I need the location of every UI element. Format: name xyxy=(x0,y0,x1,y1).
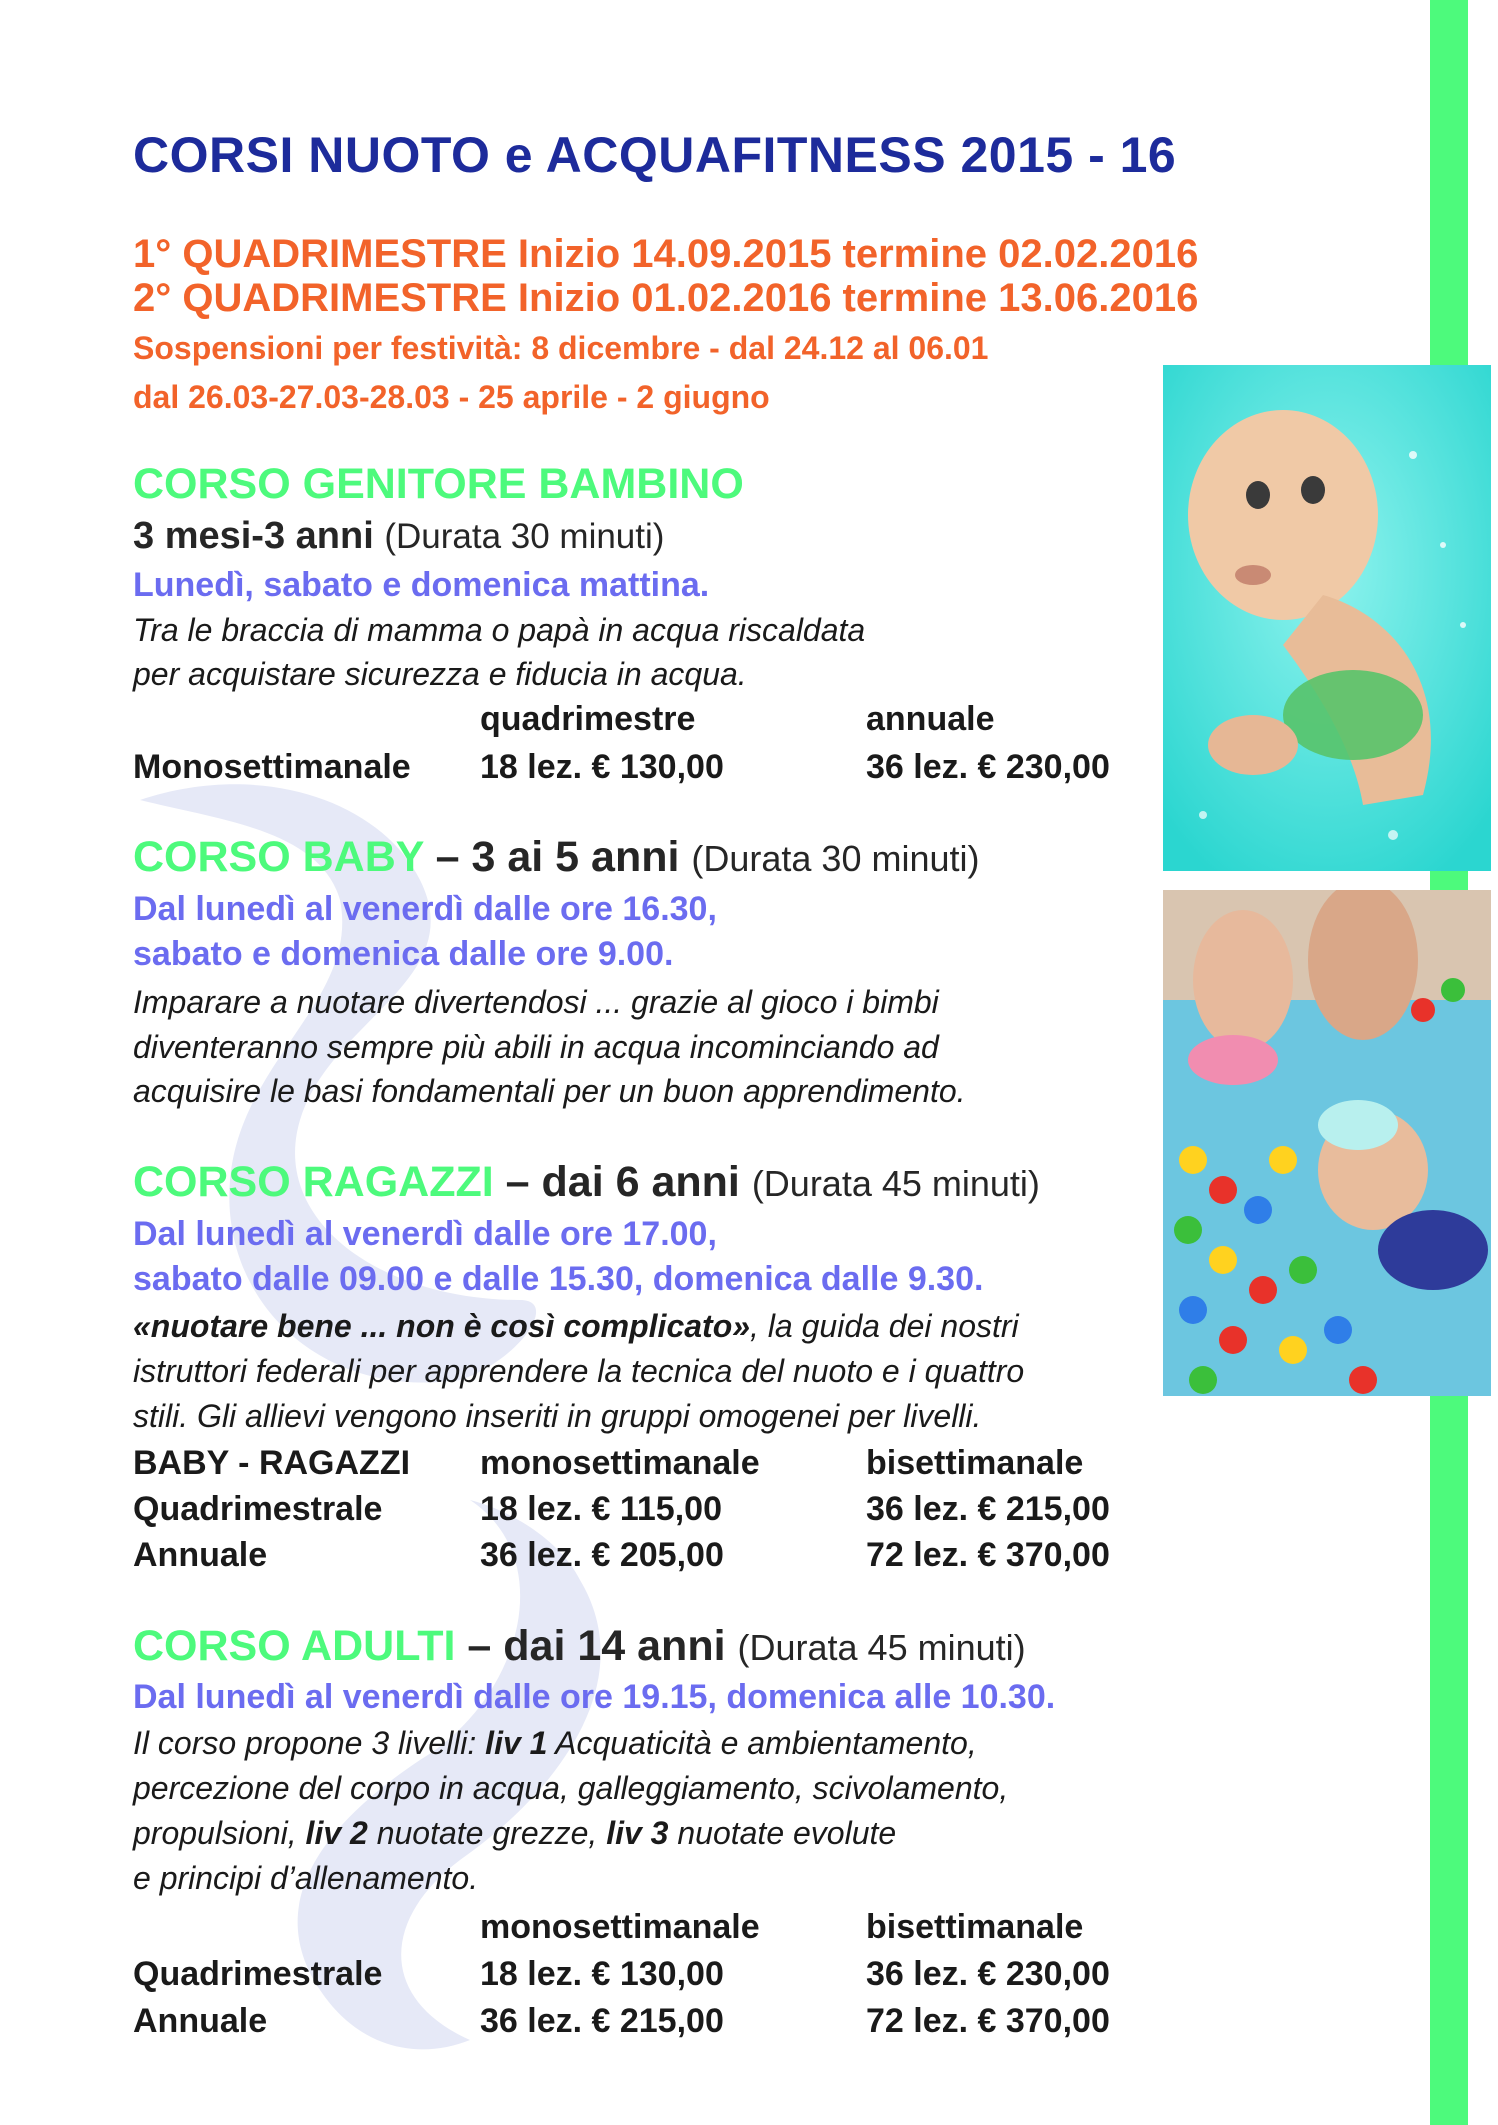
ragazzi-desc-2: istruttori federali per apprendere la tecnica del nuoto e i quattro xyxy=(133,1353,1025,1389)
genitore-age: 3 mesi-3 anni xyxy=(133,515,374,557)
adulti-row-annuale: Annuale xyxy=(133,2002,268,2040)
adulti-desc-3 xyxy=(133,1815,896,1852)
ragazzi-schedule-2: sabato dalle 09.00 e dalle 15.30, domenica dalle 9.30. xyxy=(133,1260,984,1298)
genitore-row-label: Monosettimanale xyxy=(133,748,411,786)
genitore-schedule: Lunedì, sabato e domenica mattina. xyxy=(133,566,710,604)
adulti-price-quad-bi: 36 lez. € 230,00 xyxy=(866,1955,1110,1993)
adulti-desc-3e: nuotate evolute xyxy=(668,1815,897,1851)
ragazzi-price-ann-bi: 72 lez. € 370,00 xyxy=(866,1536,1110,1574)
baby-desc-3: acquisire le basi fondamentali per un buon apprendimento. xyxy=(133,1073,966,1109)
adulti-desc-4: e principi d’allenamento. xyxy=(133,1860,479,1896)
ragazzi-duration: (Durata 45 minuti) xyxy=(751,1163,1040,1204)
adulti-desc-1a: Il corso propone 3 livelli: xyxy=(133,1725,486,1761)
page-title: CORSI NUOTO e ACQUAFITNESS 2015 - 16 xyxy=(133,127,1177,183)
genitore-age-line xyxy=(133,515,664,558)
genitore-section-title: CORSO GENITORE BAMBINO xyxy=(133,460,744,508)
adulti-schedule: Dal lunedì al venerdì dalle ore 19.15, domenica alle 10.30. xyxy=(133,1678,1056,1716)
schedule-line-4: dal 26.03-27.03-28.03 - 25 aprile - 2 giugno xyxy=(133,379,770,415)
ragazzi-desc-1 xyxy=(133,1308,1019,1345)
adulti-duration: (Durata 45 minuti) xyxy=(737,1627,1026,1668)
genitore-col-quadrimestre: quadrimestre xyxy=(480,700,696,738)
adulti-age: – dai 14 anni xyxy=(455,1622,726,1670)
ragazzi-desc-1-rest: , la guida dei nostri xyxy=(750,1308,1019,1344)
genitore-col-annuale: annuale xyxy=(866,700,995,738)
adulti-price-ann-bi: 72 lez. € 370,00 xyxy=(866,2002,1110,2040)
ragazzi-age: – dai 6 anni xyxy=(493,1158,740,1206)
schedule-line-1: 1° QUADRIMESTRE Inizio 14.09.2015 termine 02.02.2016 xyxy=(133,232,1199,276)
adulti-desc-2: percezione del corpo in acqua, galleggiamento, scivolamento, xyxy=(133,1770,1009,1806)
ragazzi-table-header-label: BABY - RAGAZZI xyxy=(133,1444,411,1482)
ragazzi-table-header-mono: monosettimanale xyxy=(480,1444,760,1482)
adulti-row-quadrimestrale: Quadrimestrale xyxy=(133,1955,383,1993)
schedule-line-3: Sospensioni per festività: 8 dicembre - dal 24.12 al 06.01 xyxy=(133,330,989,366)
adulti-level-1: liv 1 xyxy=(485,1725,548,1761)
ragazzi-price-quad-mono: 18 lez. € 115,00 xyxy=(480,1490,722,1528)
adulti-section-title: CORSO ADULTI xyxy=(133,1622,456,1670)
baby-section-title: CORSO BABY xyxy=(133,833,424,881)
ragazzi-table-header-bi: bisettimanale xyxy=(866,1444,1084,1482)
genitore-duration: (Durata 30 minuti) xyxy=(384,517,665,556)
baby-schedule-1: Dal lunedì al venerdì dalle ore 16.30, xyxy=(133,890,717,928)
ragazzi-price-quad-bi: 36 lez. € 215,00 xyxy=(866,1490,1110,1528)
ragazzi-quote: «nuotare bene ... non è così complicato» xyxy=(133,1308,751,1344)
adulti-level-2: liv 2 xyxy=(305,1815,368,1851)
baby-schedule-2: sabato e domenica dalle ore 9.00. xyxy=(133,935,674,973)
ragazzi-section-header xyxy=(133,1158,1040,1207)
schedule-line-2: 2° QUADRIMESTRE Inizio 01.02.2016 termine 13.06.2016 xyxy=(133,276,1199,320)
baby-section-header xyxy=(133,833,980,882)
adulti-desc-1 xyxy=(133,1725,977,1762)
genitore-price-quadrimestre: 18 lez. € 130,00 xyxy=(480,748,724,786)
adulti-section-header xyxy=(133,1622,1026,1671)
adulti-price-ann-mono: 36 lez. € 215,00 xyxy=(480,2002,724,2040)
adulti-price-quad-mono: 18 lez. € 130,00 xyxy=(480,1955,724,1993)
adulti-level-3: liv 3 xyxy=(606,1815,669,1851)
adulti-desc-1c: Acquaticità e ambientamento, xyxy=(547,1725,977,1761)
baby-desc-2: diventeranno sempre più abili in acqua incominciando ad xyxy=(133,1029,939,1065)
adulti-table-header-mono: monosettimanale xyxy=(480,1908,760,1946)
baby-duration: (Durata 30 minuti) xyxy=(691,838,980,879)
genitore-desc-1: Tra le braccia di mamma o papà in acqua riscaldata xyxy=(133,612,866,648)
adulti-desc-3c: nuotate grezze, xyxy=(367,1815,607,1851)
ragazzi-price-ann-mono: 36 lez. € 205,00 xyxy=(480,1536,724,1574)
ragazzi-row-quadrimestrale: Quadrimestrale xyxy=(133,1490,383,1528)
genitore-price-annuale: 36 lez. € 230,00 xyxy=(866,748,1110,786)
baby-age: – 3 ai 5 anni xyxy=(423,833,680,881)
adulti-table-header-bi: bisettimanale xyxy=(866,1908,1084,1946)
ragazzi-desc-3: stili. Gli allievi vengono inseriti in gruppi omogenei per livelli. xyxy=(133,1398,982,1434)
ragazzi-section-title: CORSO RAGAZZI xyxy=(133,1158,494,1206)
baby-desc-1: Imparare a nuotare divertendosi ... grazie al gioco i bimbi xyxy=(133,984,939,1020)
genitore-desc-2: per acquistare sicurezza e fiducia in acqua. xyxy=(133,656,747,692)
ragazzi-schedule-1: Dal lunedì al venerdì dalle ore 17.00, xyxy=(133,1215,717,1253)
adulti-desc-3a: propulsioni, xyxy=(133,1815,306,1851)
ragazzi-row-annuale: Annuale xyxy=(133,1536,268,1574)
